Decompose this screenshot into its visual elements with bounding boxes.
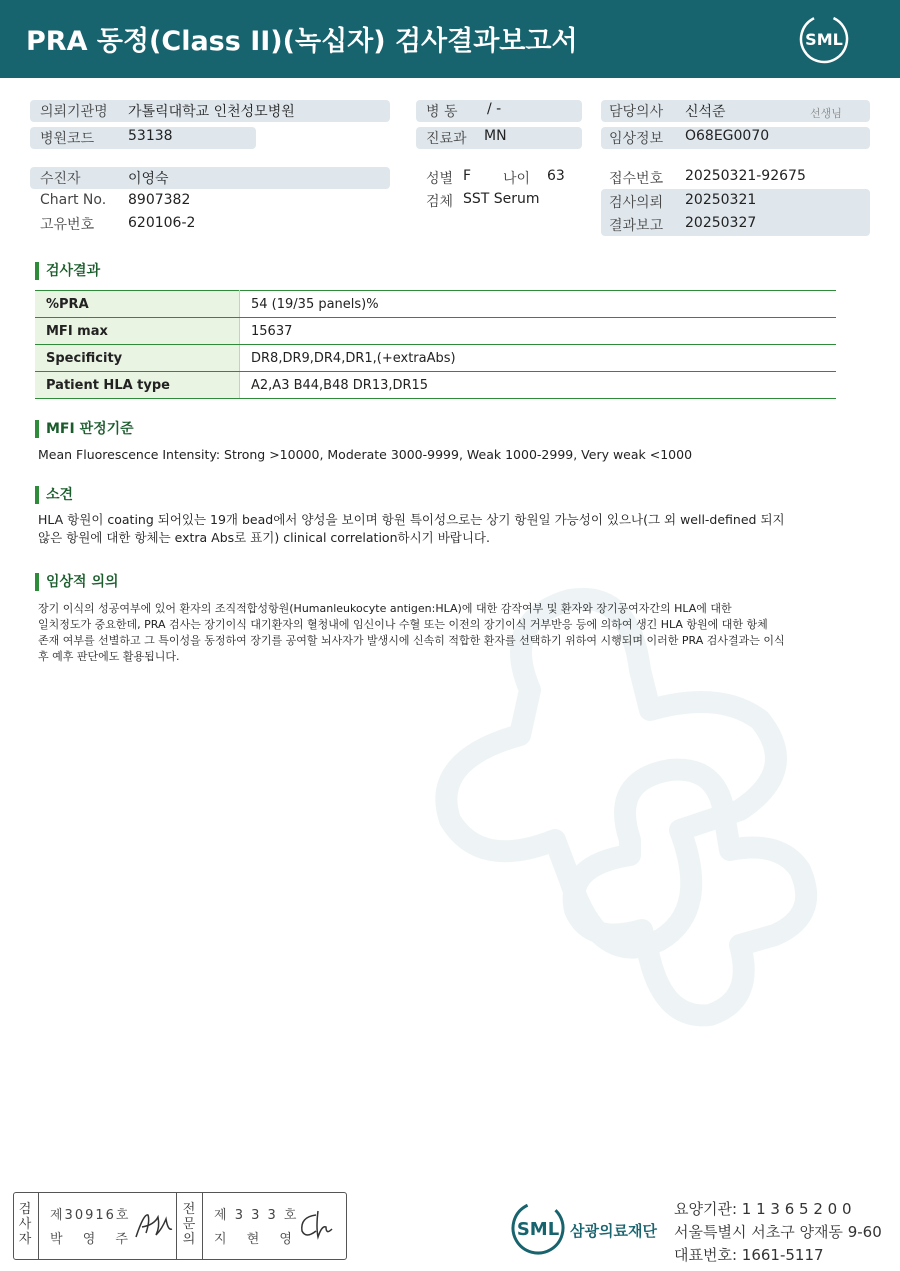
patient-pill [30, 167, 390, 189]
table-row [35, 345, 836, 372]
table-row [35, 318, 836, 345]
footer-code-line: 요양기관: 1 1 3 6 5 2 0 0 [674, 1200, 852, 1218]
divider [38, 1193, 39, 1259]
ward-value: / - [487, 101, 502, 117]
footer-org-name: 삼광의료재단 [570, 1222, 657, 1240]
watermark-cross-icon [380, 520, 900, 1040]
institution-value: 가톨릭대학교 인천성모병원 [128, 104, 295, 120]
tester-label: 검 사 자 [18, 1202, 32, 1247]
report-header [0, 0, 900, 78]
tester-signature [132, 1207, 174, 1243]
footer-address-line: 서울특별시 서초구 양재동 9-60 [674, 1223, 882, 1241]
request-date-value: 20250321 [685, 192, 757, 208]
report-title: PRA 동정(Class II)(녹십자) 검사결과보고서 [26, 26, 578, 57]
ward-label: 병 동 [426, 104, 458, 120]
signature-box [13, 1192, 347, 1260]
sex-label: 성별 [426, 171, 454, 187]
hospital-code-value: 53138 [128, 128, 173, 144]
opinion-text [38, 511, 838, 547]
result-value: 15637 [240, 318, 837, 345]
doctor-value: 신석준 [685, 104, 726, 120]
report-date-value: 20250327 [685, 215, 757, 231]
unique-no-label: 고유번호 [40, 217, 95, 233]
result-key: MFI max [35, 318, 240, 345]
tester-license-no: 제30916호 [50, 1208, 131, 1223]
clinical-line: 장기 이식의 성공여부에 있어 환자의 조직적합성항원(Humanleukocyte antigen:HLA)에 대한 감작여부 및 환자와 장기공여자간의 HLA에 대한 [38, 602, 732, 615]
specialist-license-no: 제 3 3 3 호 [214, 1208, 299, 1223]
specimen-value: SST Serum [463, 191, 540, 207]
clinical-text [38, 601, 838, 665]
hospital-code-label: 병원코드 [40, 131, 95, 147]
unique-no-value: 620106-2 [128, 215, 196, 231]
report-date-label: 결과보고 [609, 218, 664, 234]
chart-no-label: Chart No. [40, 192, 107, 208]
department-label: 진료과 [426, 131, 467, 147]
clinical-info-value: O68EG0070 [685, 128, 770, 144]
doctor-label: 담당의사 [609, 104, 664, 120]
receipt-label: 접수번호 [609, 171, 664, 187]
institution-label: 의뢰기관명 [40, 104, 108, 120]
divider [202, 1193, 203, 1259]
results-table [35, 290, 836, 399]
age-label: 나이 [503, 171, 531, 187]
clinical-line: 후 예후 판단에도 활용됩니다. [38, 650, 180, 663]
chart-no-value: 8907382 [128, 192, 191, 208]
opinion-section-title: 소견 [35, 486, 73, 504]
mfi-section-title: MFI 판정기준 [35, 420, 134, 438]
clinical-line: 존재 여부를 선별하고 그 특이성을 동정하여 장기를 공여할 뇌사자가 발생시에 신속히 적합한 환자를 선택하기 위하여 시행되며 이러한 PRA 검사결과는 이식 [38, 634, 785, 647]
request-date-label: 검사의뢰 [609, 195, 664, 211]
table-row [35, 372, 836, 399]
footer-phone-line: 대표번호: 1661-5117 [674, 1246, 824, 1264]
department-value: MN [484, 128, 507, 144]
result-key: Patient HLA type [35, 372, 240, 399]
age-value: 63 [547, 168, 565, 184]
clinical-info-label: 임상정보 [609, 131, 664, 147]
result-value: A2,A3 B44,B48 DR13,DR15 [240, 372, 837, 399]
sex-value: F [463, 168, 472, 184]
specialist-signature [294, 1207, 336, 1243]
doctor-title: 선생님 [810, 107, 842, 120]
specimen-label: 검체 [426, 194, 454, 210]
table-row [35, 291, 836, 318]
result-value: DR8,DR9,DR4,DR1,(+extraAbs) [240, 345, 837, 372]
divider [176, 1193, 177, 1259]
patient-value: 이영숙 [128, 171, 169, 187]
sml-footer-logo-icon [508, 1200, 568, 1256]
opinion-line: 않은 항원에 대한 항체는 extra Abs로 표기) clinical correlation하시기 바랍니다. [38, 530, 490, 545]
sml-logo-text: SML [805, 30, 843, 49]
results-section-title: 검사결과 [35, 262, 100, 280]
clinical-line: 일치정도가 중요한데, PRA 검사는 장기이식 대기환자의 혈청내에 임신이나 수혈 또는 이전의 장기이식 거부반응 등에 의하여 생긴 HLA 항원에 대한 항체 [38, 618, 768, 631]
mfi-criteria-text: Mean Fluorescence Intensity: Strong >10000, Moderate 3000-9999, Weak 1000-2999, Very weak <1000 [38, 447, 693, 462]
receipt-value: 20250321-92675 [685, 168, 806, 184]
clinical-section-title: 임상적 의의 [35, 573, 119, 591]
result-value: 54 (19/35 panels)% [240, 291, 837, 318]
opinion-line: HLA 항원이 coating 되어있는 19개 bead에서 양성을 보이며 항원 특이성으로는 상기 항원일 가능성이 있으나(그 외 well-defined 되지 [38, 512, 785, 527]
tester-name: 박 영 주 [50, 1232, 136, 1247]
specialist-label: 전 문 의 [182, 1202, 196, 1247]
sml-logo-icon [798, 14, 850, 64]
patient-label: 수진자 [40, 171, 81, 187]
specialist-name: 지 현 영 [214, 1232, 300, 1247]
result-key: %PRA [35, 291, 240, 318]
result-key: Specificity [35, 345, 240, 372]
sml-footer-logo-text: SML [516, 1219, 560, 1240]
